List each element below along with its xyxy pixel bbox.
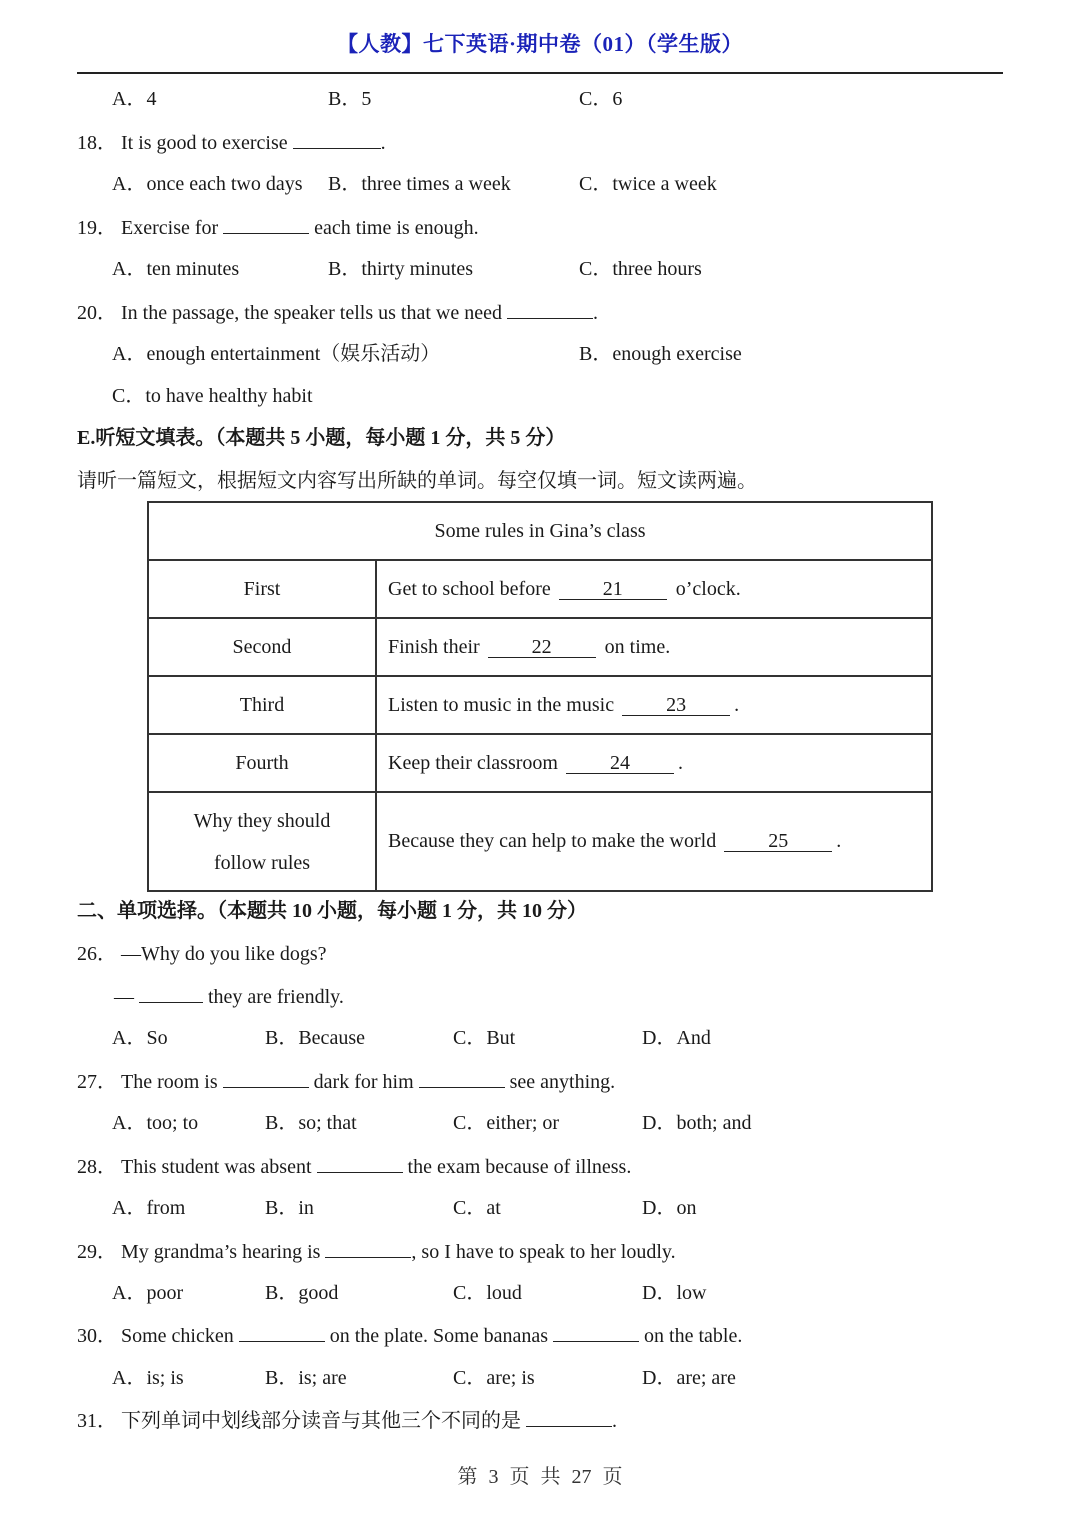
- section-e-instruction: 请听一篇短文，根据短文内容写出所缺的单词。每空仅填一词。短文读两遍。: [77, 470, 757, 492]
- question-31: 31． 下列单词中划线部分读音与其他三个不同的是 .: [77, 1410, 617, 1432]
- q18-option-a: A．once each two days: [112, 173, 303, 195]
- q19-option-c: C．three hours: [579, 258, 702, 280]
- table-row: [148, 792, 932, 891]
- question-18: 18． It is good to exercise .: [77, 132, 386, 154]
- answer-blank: [507, 300, 593, 319]
- q29-option-b: B．good: [265, 1282, 339, 1304]
- question-26: 26． —Why do you like dogs?: [77, 943, 327, 965]
- answer-blank: [325, 1239, 411, 1258]
- fill-blank-21[interactable]: 21: [559, 579, 667, 600]
- page-number-footer: 第 3 页 共 27 页: [457, 1466, 623, 1488]
- q29-option-a: A．poor: [112, 1282, 184, 1304]
- q28-option-a: A．from: [112, 1197, 186, 1219]
- q19-option-a: A．ten minutes: [112, 258, 240, 280]
- table-row: [148, 676, 932, 734]
- q18-option-c: C．twice a week: [579, 173, 717, 195]
- row-content: Because they can help to make the world 25 .: [376, 792, 932, 891]
- q26-option-a: A．So: [112, 1027, 168, 1049]
- q27-option-d: D．both; and: [642, 1112, 752, 1134]
- row-content: Keep their classroom 24 .: [376, 734, 932, 792]
- answer-blank: [139, 984, 203, 1003]
- answer-blank: [223, 1069, 309, 1088]
- q26-option-b: B．Because: [265, 1027, 365, 1049]
- table-row: [148, 560, 932, 618]
- q30-option-c: C．are; is: [453, 1367, 535, 1389]
- row-content: Listen to music in the music 23 .: [376, 676, 932, 734]
- question-19: 19． Exercise for each time is enough.: [77, 217, 479, 239]
- fill-blank-25[interactable]: 25: [724, 831, 832, 852]
- question-30: 30． Some chicken on the plate. Some bananas on the table.: [77, 1325, 743, 1347]
- q20-option-b: B．enough exercise: [579, 343, 742, 365]
- row-content: Get to school before 21 o’clock.: [376, 560, 932, 618]
- rules-table: [147, 501, 933, 892]
- q18-option-b: B．three times a week: [328, 173, 511, 195]
- q27-option-b: B．so; that: [265, 1112, 357, 1134]
- section-e-heading: E.听短文填表。（本题共 5 小题，每小题 1 分，共 5 分）: [77, 427, 566, 449]
- q28-option-c: C．at: [453, 1197, 501, 1219]
- section-2-heading: 二、单项选择。（本题共 10 小题，每小题 1 分，共 10 分）: [77, 900, 587, 922]
- question-20: 20． In the passage, the speaker tells us that we need .: [77, 302, 598, 324]
- q20-option-c: C．to have healthy habit: [112, 385, 313, 407]
- answer-blank: [419, 1069, 505, 1088]
- row-label: First: [148, 560, 376, 618]
- document-header-title: 【人教】七下英语·期中卷（01）（学生版）: [336, 32, 743, 56]
- answer-blank: [317, 1154, 403, 1173]
- q20-option-a: A．enough entertainment（娱乐活动）: [112, 343, 441, 365]
- q30-option-d: D．are; are: [642, 1367, 736, 1389]
- answer-blank: [223, 215, 309, 234]
- q17-option-b: B．5: [328, 88, 372, 110]
- q28-option-b: B．in: [265, 1197, 314, 1219]
- fill-blank-23[interactable]: 23: [622, 695, 730, 716]
- table-row: [148, 618, 932, 676]
- q27-option-c: C．either; or: [453, 1112, 560, 1134]
- question-26-reply: — they are friendly.: [114, 986, 344, 1008]
- answer-blank: [526, 1408, 612, 1427]
- row-label: Third: [148, 676, 376, 734]
- answer-blank: [293, 130, 381, 149]
- question-28: 28． This student was absent the exam because of illness.: [77, 1156, 632, 1178]
- q28-option-d: D．on: [642, 1197, 697, 1219]
- table-row: [148, 734, 932, 792]
- q17-option-a: A．4: [112, 88, 157, 110]
- q29-option-c: C．loud: [453, 1282, 522, 1304]
- q27-option-a: A．too; to: [112, 1112, 199, 1134]
- q26-option-d: D．And: [642, 1027, 711, 1049]
- question-29: 29． My grandma’s hearing is , so I have to speak to her loudly.: [77, 1241, 676, 1263]
- fill-blank-22[interactable]: 22: [488, 637, 596, 658]
- table-caption: Some rules in Gina’s class: [148, 502, 932, 560]
- row-label: Why they should follow rules: [148, 792, 376, 891]
- q19-option-b: B．thirty minutes: [328, 258, 474, 280]
- header-divider: [77, 72, 1003, 74]
- row-label: Second: [148, 618, 376, 676]
- answer-blank: [239, 1323, 325, 1342]
- answer-blank: [553, 1323, 639, 1342]
- fill-blank-24[interactable]: 24: [566, 753, 674, 774]
- row-content: Finish their 22 on time.: [376, 618, 932, 676]
- q30-option-a: A．is; is: [112, 1367, 184, 1389]
- q17-option-c: C．6: [579, 88, 623, 110]
- q30-option-b: B．is; are: [265, 1367, 347, 1389]
- question-27: 27． The room is dark for him see anything.: [77, 1071, 616, 1093]
- q29-option-d: D．low: [642, 1282, 707, 1304]
- q26-option-c: C．But: [453, 1027, 516, 1049]
- row-label: Fourth: [148, 734, 376, 792]
